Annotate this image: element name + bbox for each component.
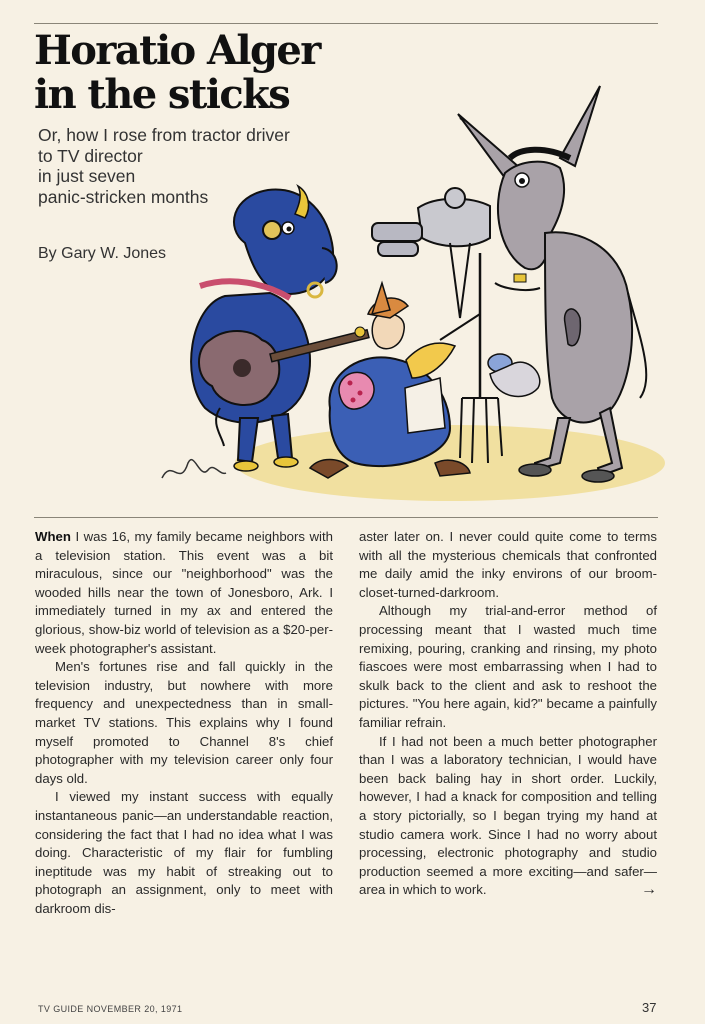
body-column-left — [35, 528, 333, 918]
subhead-line: Or, how I rose from tractor driver — [38, 125, 290, 145]
paragraph-text: I was 16, my family became neighbors with a television station. This event was a bit miraculous, since our "neighborhood" was the wooded hills near the town of Jonesboro, Ark. I immediately turned in my ax and entered the glorious, show-biz world of television as a $20-per-week photographer's assistant. — [35, 529, 333, 656]
paragraph: Although my trial-and-error method of processing meant that I wasted much time remixing, pouring, cranking and rinsing, my photo fiascoes were most embarrassing when I had to skulk back to the client and ask to reshoot the pictures. "You here again, kid?" became a painfully familiar refrain. — [359, 603, 657, 730]
cartoon-illustration — [150, 78, 670, 508]
headline-line-2: in the sticks — [34, 71, 290, 118]
top-divider — [34, 23, 658, 24]
subhead-line: in just seven — [38, 166, 136, 186]
continue-arrow-icon: → — [641, 881, 657, 899]
subhead-line: panic-stricken months — [38, 186, 209, 207]
section-divider — [34, 517, 658, 518]
paragraph — [35, 528, 333, 658]
paragraph: Men's fortunes rise and fall quickly in the television industry, but nowhere with more frequency and unexpectedness than in small-market TV stations. This explains why I found myself promoted to Channel 8's chief photographer with my television career only four days old. — [35, 659, 333, 786]
body-column-right — [359, 528, 657, 900]
headline-line-1: Horatio Alger — [34, 27, 320, 74]
paragraph — [359, 733, 657, 900]
footer-source: TV GUIDE NOVEMBER 20, 1971 — [38, 1004, 183, 1014]
paragraph-text: If I had not been a much better photographer than I was a laboratory technician, I would have been back baling hay in short order. Luckily, however, I had a knack for composition and telling a story pictorially, so I began trying my hand at studio camera work. Since I had no worry about processing, electronic photography and studio production seemed a more exciting—and safer—area in which to work. — [359, 733, 657, 898]
page-number: 37 — [642, 1000, 657, 1015]
byline: By Gary W. Jones — [38, 245, 167, 262]
paragraph: I viewed my instant success with equally instantaneous panic—an understandable reaction, considering the fact that I had no idea what I was doing. Characteristic of my flair for fumbling ineptitude was my habit of streaking out to photograph an assignment, only to meet with darkroom dis- — [35, 789, 333, 916]
subhead-line: to TV director — [38, 145, 143, 166]
paragraph: aster later on. I never could quite come to terms with all the mysterious chemicals that confronted me daily amid the inky environs of our broom-closet-turned-darkroom. — [359, 529, 657, 600]
artist-signature-mark — [162, 460, 226, 478]
lead-word: When — [35, 529, 71, 544]
